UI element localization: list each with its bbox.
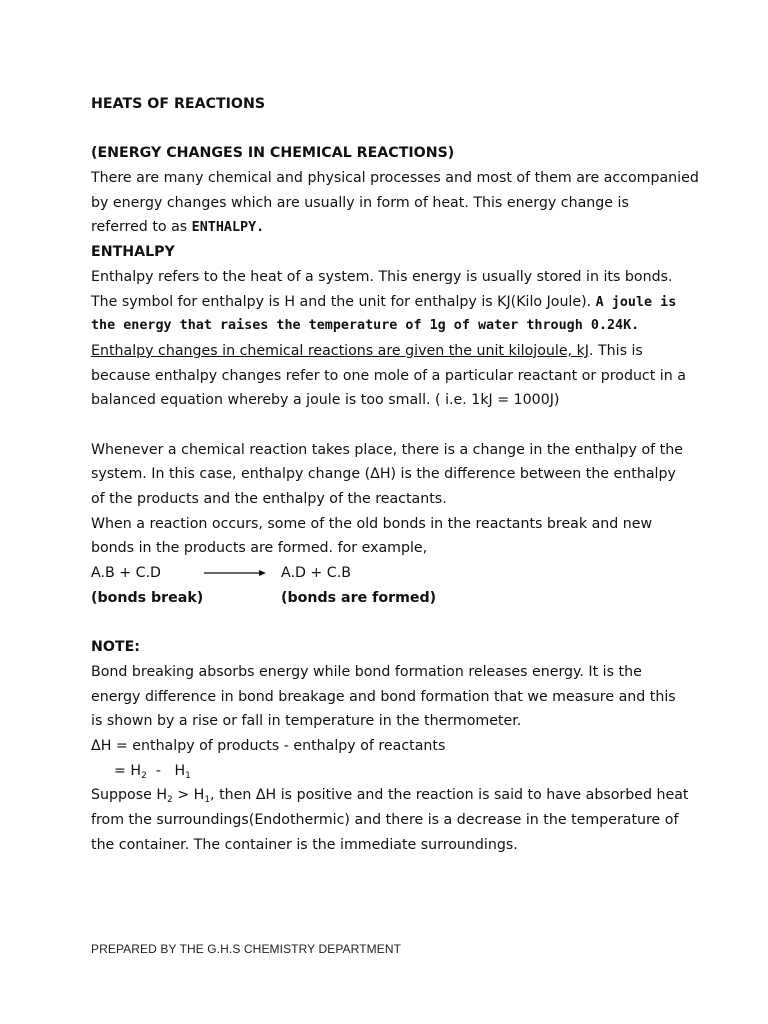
text-span: > H (172, 787, 205, 804)
paragraph-line: Bond breaking absorbs energy while bond formation releases energy. It is the (91, 663, 642, 680)
paragraph-line: is shown by a rise or fall in temperature in the thermometer. (91, 713, 522, 730)
subscript: 1 (204, 795, 211, 806)
text-span: , then ΔH is positive and the reaction is said to have absorbed heat (210, 787, 689, 804)
page-subtitle: (ENERGY CHANGES IN CHEMICAL REACTIONS) (91, 145, 455, 162)
paragraph-line (91, 783, 691, 808)
subscript: 2 (167, 795, 173, 806)
paragraph-line: Whenever a chemical reaction takes place, there is a change in the enthalpy of the (91, 441, 683, 458)
products: A.D + C.B (281, 565, 351, 582)
paragraph-line: There are many chemical and physical processes and most of them are accompanied (91, 170, 699, 187)
subscript: 2 (141, 770, 147, 781)
paragraph-line: balanced equation whereby a joule is too small. ( i.e. 1kJ = 1000J) (91, 392, 560, 409)
note-heading: NOTE: (91, 639, 140, 656)
reaction-equation (91, 561, 691, 586)
text-span: Suppose H (91, 787, 167, 804)
underlined-text: Enthalpy changes in chemical reactions are given the unit kilojoule, kJ (91, 342, 589, 359)
bold-definition: A joule is (595, 294, 677, 310)
delta-h-definition: ΔH = enthalpy of products - enthalpy of reactants (91, 737, 446, 754)
paragraph-line (91, 339, 691, 364)
bonds-break-label: (bonds break) (91, 589, 204, 606)
paragraph-line: from the surroundings(Endothermic) and there is a decrease in the temperature of (91, 811, 679, 828)
reactants: A.B + C.D (91, 565, 161, 582)
paragraph-line: by energy changes which are usually in form of heat. This energy change is (91, 194, 629, 211)
page-footer: PREPARED BY THE G.H.S CHEMISTRY DEPARTMENT (91, 942, 402, 956)
bold-definition-line: the energy that raises the temperature of 1g of water through 0.24K. (91, 318, 640, 334)
paragraph-line (91, 215, 691, 240)
paragraph-line: When a reaction occurs, some of the old bonds in the reactants break and new (91, 515, 653, 532)
paragraph-line: of the products and the enthalpy of the reactants. (91, 491, 447, 507)
section-heading-enthalpy: ENTHALPY (91, 244, 175, 261)
reaction-labels (91, 586, 691, 611)
text-span: The symbol for enthalpy is H and the unit for enthalpy is KJ(Kilo Joule). (91, 293, 596, 310)
paragraph-line: bonds in the products are formed. for example, (91, 540, 428, 557)
page-title: HEATS OF REACTIONS (91, 96, 266, 112)
document-body (91, 92, 699, 857)
paragraph-line: energy difference in bond breakage and bond formation that we measure and this (91, 688, 676, 705)
text-span: referred to as (91, 219, 192, 236)
paragraph-line (91, 290, 691, 315)
text-span: = H (114, 762, 142, 779)
text-span: - H (146, 762, 186, 779)
subscript: 1 (185, 770, 191, 781)
bonds-formed-label: (bonds are formed) (281, 589, 437, 606)
bold-term: ENTHALPY. (191, 220, 265, 236)
paragraph-line: the container. The container is the immediate surroundings. (91, 836, 518, 853)
delta-h-equation (91, 759, 691, 784)
text-span: . This is (588, 342, 643, 359)
right-arrow-icon (204, 570, 266, 576)
paragraph-line: system. In this case, enthalpy change (ΔH) is the difference between the enthalpy (91, 466, 676, 483)
paragraph-line: Enthalpy refers to the heat of a system. This energy is usually stored in its bonds. (91, 268, 673, 285)
paragraph-line: because enthalpy changes refer to one mole of a particular reactant or product in a (91, 367, 686, 384)
